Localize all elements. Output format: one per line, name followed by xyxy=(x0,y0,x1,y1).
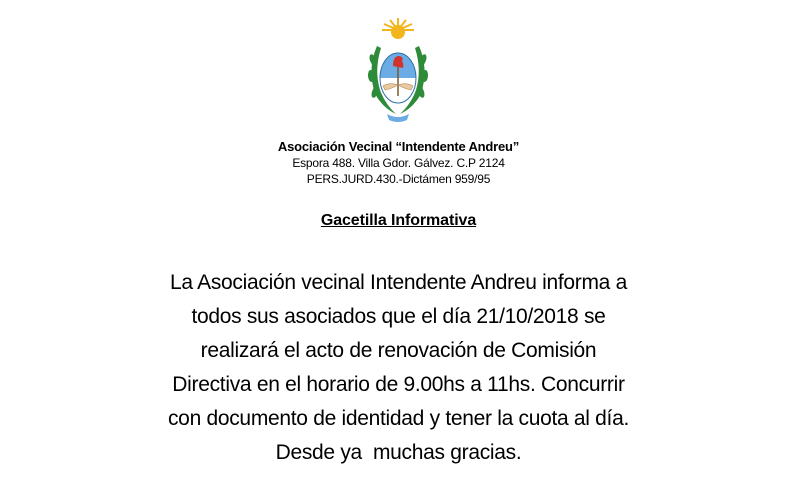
organization-address: Espora 488. Villa Gdor. Gálvez. C.P 2124 xyxy=(292,156,505,170)
ribbon xyxy=(387,114,409,122)
announcement-body xyxy=(0,266,797,470)
sun-icon xyxy=(391,25,405,39)
body-line: con documento de identidad y tener la cuota al día. xyxy=(167,407,630,430)
organization-legal-id: PERS.JURD.430.-Dictámen 959/95 xyxy=(306,172,491,186)
document-title: Gacetilla Informativa xyxy=(320,212,477,229)
organization-header xyxy=(0,138,797,187)
argentina-coat-of-arms-icon xyxy=(363,16,433,126)
body-line: La Asociación vecinal Intendente Andreu informa a xyxy=(170,271,627,294)
organization-name: Asociación Vecinal “Intendente Andreu” xyxy=(277,139,520,154)
body-line: Desde ya muchas gracias. xyxy=(275,441,522,464)
body-line: todos sus asociados que el día 21/10/2018 se xyxy=(191,305,606,328)
body-line: realizará el acto de renovación de Comisión xyxy=(200,339,597,362)
body-line: Directiva en el horario de 9.00hs a 11hs. Concurrir xyxy=(172,373,625,396)
